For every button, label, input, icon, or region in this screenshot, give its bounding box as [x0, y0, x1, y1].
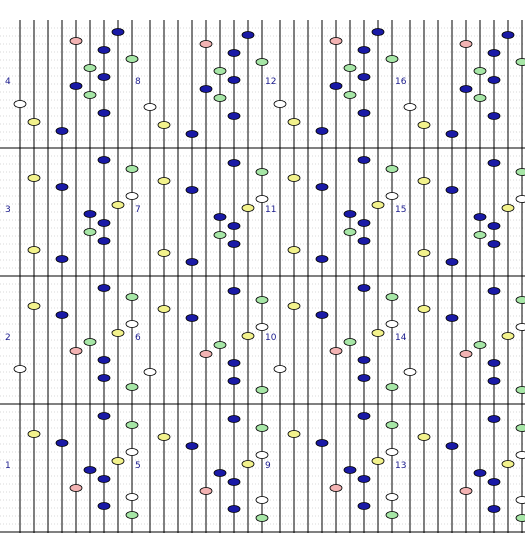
note-marker [274, 101, 286, 108]
note-marker [98, 357, 110, 364]
note-marker [488, 160, 500, 167]
note-marker [84, 229, 96, 236]
note-marker [502, 205, 514, 212]
note-marker [256, 297, 268, 304]
note-marker [488, 241, 500, 248]
note-marker [316, 440, 328, 447]
note-marker [256, 497, 268, 504]
bar-number: 9 [265, 461, 271, 471]
note-marker [386, 384, 398, 391]
note-marker [488, 288, 500, 295]
note-marker [344, 92, 356, 99]
note-marker [344, 229, 356, 236]
note-marker [98, 47, 110, 54]
note-marker [516, 324, 525, 331]
note-marker [358, 74, 370, 81]
note-marker [460, 86, 472, 93]
note-marker [418, 122, 430, 129]
note-marker [330, 83, 342, 90]
note-marker [98, 220, 110, 227]
note-marker [214, 470, 226, 477]
note-marker [358, 110, 370, 117]
note-marker [70, 38, 82, 45]
note-marker [126, 193, 138, 200]
note-marker [386, 294, 398, 301]
note-marker [56, 184, 68, 191]
note-marker [242, 32, 254, 39]
note-marker [84, 467, 96, 474]
note-marker [242, 333, 254, 340]
note-marker [256, 452, 268, 459]
note-marker [358, 375, 370, 382]
note-marker [200, 351, 212, 358]
note-marker [288, 119, 300, 126]
note-marker [56, 440, 68, 447]
note-marker [56, 128, 68, 135]
note-marker [112, 330, 124, 337]
note-marker [126, 422, 138, 429]
note-marker [516, 425, 525, 432]
note-marker [474, 95, 486, 102]
note-marker [186, 315, 198, 322]
note-marker [344, 65, 356, 72]
note-marker [404, 369, 416, 376]
note-marker [502, 461, 514, 468]
note-marker [28, 119, 40, 126]
note-marker [56, 256, 68, 263]
bar-number: 10 [265, 333, 277, 343]
note-marker [418, 250, 430, 257]
note-marker [386, 193, 398, 200]
note-marker [158, 122, 170, 129]
note-marker [126, 384, 138, 391]
note-marker [358, 47, 370, 54]
note-marker [98, 74, 110, 81]
note-marker [126, 321, 138, 328]
bar-number: 2 [5, 333, 11, 343]
note-marker [228, 113, 240, 120]
note-marker [358, 503, 370, 510]
note-marker [488, 50, 500, 57]
bar-number: 15 [395, 205, 407, 215]
note-marker [372, 458, 384, 465]
note-marker [112, 29, 124, 36]
note-marker [158, 178, 170, 185]
note-marker [474, 214, 486, 221]
note-marker [158, 306, 170, 313]
note-marker [84, 65, 96, 72]
note-marker [358, 357, 370, 364]
note-marker [274, 366, 286, 373]
note-marker [126, 494, 138, 501]
note-marker [344, 211, 356, 218]
note-marker [446, 259, 458, 266]
bar-number: 5 [135, 461, 141, 471]
note-marker [386, 56, 398, 63]
note-marker [98, 110, 110, 117]
note-marker [214, 214, 226, 221]
bar-number: 16 [395, 77, 407, 87]
note-marker [488, 113, 500, 120]
note-marker [516, 497, 525, 504]
note-marker [474, 232, 486, 239]
note-marker [316, 184, 328, 191]
note-marker [28, 431, 40, 438]
note-marker [228, 241, 240, 248]
note-marker [70, 348, 82, 355]
note-marker [242, 205, 254, 212]
note-marker [228, 479, 240, 486]
bar-number: 12 [265, 77, 277, 87]
note-marker [98, 503, 110, 510]
note-marker [386, 449, 398, 456]
note-marker [344, 339, 356, 346]
note-marker [288, 431, 300, 438]
note-marker [70, 83, 82, 90]
note-marker [516, 452, 525, 459]
note-marker [14, 101, 26, 108]
note-marker [98, 476, 110, 483]
note-marker [488, 360, 500, 367]
note-marker [126, 449, 138, 456]
note-marker [386, 166, 398, 173]
bar-number: 1 [5, 461, 11, 471]
note-marker [228, 360, 240, 367]
note-marker [228, 288, 240, 295]
note-marker [84, 339, 96, 346]
note-marker [158, 434, 170, 441]
note-marker [256, 324, 268, 331]
note-marker [98, 413, 110, 420]
note-marker [228, 77, 240, 84]
bar-number: 11 [265, 205, 277, 215]
note-marker [516, 169, 525, 176]
note-marker [386, 422, 398, 429]
note-marker [418, 306, 430, 313]
note-marker [516, 387, 525, 394]
note-marker [316, 256, 328, 263]
note-marker [98, 375, 110, 382]
note-marker [228, 160, 240, 167]
note-marker [516, 297, 525, 304]
note-marker [516, 196, 525, 203]
note-marker [126, 294, 138, 301]
note-marker [474, 68, 486, 75]
note-marker [502, 333, 514, 340]
note-marker [228, 416, 240, 423]
note-marker [372, 202, 384, 209]
note-marker [126, 56, 138, 63]
note-marker [358, 220, 370, 227]
bar-number: 14 [395, 333, 407, 343]
note-marker [330, 485, 342, 492]
note-marker [186, 187, 198, 194]
note-marker [460, 488, 472, 495]
note-marker [418, 434, 430, 441]
note-marker [316, 312, 328, 319]
note-marker [358, 476, 370, 483]
note-marker [112, 458, 124, 465]
note-marker [488, 416, 500, 423]
note-marker [460, 351, 472, 358]
note-marker [386, 512, 398, 519]
note-marker [288, 247, 300, 254]
note-marker [186, 259, 198, 266]
note-marker [418, 178, 430, 185]
note-marker [200, 41, 212, 48]
note-marker [386, 321, 398, 328]
note-marker [242, 461, 254, 468]
note-marker [70, 485, 82, 492]
note-marker [144, 104, 156, 111]
note-marker [488, 378, 500, 385]
bar-number: 3 [5, 205, 11, 215]
note-marker [474, 342, 486, 349]
note-marker [446, 443, 458, 450]
bar-number: 6 [135, 333, 141, 343]
note-marker [488, 506, 500, 513]
note-marker [344, 467, 356, 474]
note-marker [228, 223, 240, 230]
note-marker [256, 196, 268, 203]
note-marker [186, 131, 198, 138]
note-marker [256, 169, 268, 176]
note-marker [56, 312, 68, 319]
note-marker [386, 494, 398, 501]
note-marker [84, 211, 96, 218]
note-marker [288, 175, 300, 182]
note-marker [516, 515, 525, 522]
note-marker [28, 303, 40, 310]
note-marker [228, 506, 240, 513]
note-marker [372, 29, 384, 36]
note-marker [474, 470, 486, 477]
note-marker [228, 50, 240, 57]
note-marker [404, 104, 416, 111]
note-marker [144, 369, 156, 376]
bar-number: 4 [5, 77, 11, 87]
note-marker [200, 488, 212, 495]
note-marker [460, 41, 472, 48]
note-marker [214, 95, 226, 102]
note-marker [186, 443, 198, 450]
note-marker [256, 515, 268, 522]
note-marker [28, 247, 40, 254]
note-marker [488, 223, 500, 230]
note-marker [358, 285, 370, 292]
bar-number: 13 [395, 461, 407, 471]
note-marker [256, 59, 268, 66]
note-marker [288, 303, 300, 310]
note-marker [256, 425, 268, 432]
note-marker [112, 202, 124, 209]
note-marker [28, 175, 40, 182]
note-marker [214, 68, 226, 75]
note-marker [84, 92, 96, 99]
note-marker [214, 232, 226, 239]
note-marker [358, 238, 370, 245]
note-marker [502, 32, 514, 39]
note-marker [98, 157, 110, 164]
note-marker [316, 128, 328, 135]
note-marker [158, 250, 170, 257]
bar-number: 7 [135, 205, 141, 215]
note-marker [446, 131, 458, 138]
note-marker [488, 77, 500, 84]
note-marker [358, 157, 370, 164]
note-marker [200, 86, 212, 93]
note-marker [358, 413, 370, 420]
note-marker [98, 238, 110, 245]
note-marker [228, 378, 240, 385]
note-marker [126, 166, 138, 173]
note-marker [488, 479, 500, 486]
note-marker [214, 342, 226, 349]
note-marker [446, 315, 458, 322]
note-marker [372, 330, 384, 337]
note-marker [126, 512, 138, 519]
bar-number: 8 [135, 77, 141, 87]
note-marker [330, 348, 342, 355]
note-marker [98, 285, 110, 292]
note-marker [14, 366, 26, 373]
note-marker [330, 38, 342, 45]
note-marker [256, 387, 268, 394]
note-marker [516, 59, 525, 66]
note-marker [446, 187, 458, 194]
